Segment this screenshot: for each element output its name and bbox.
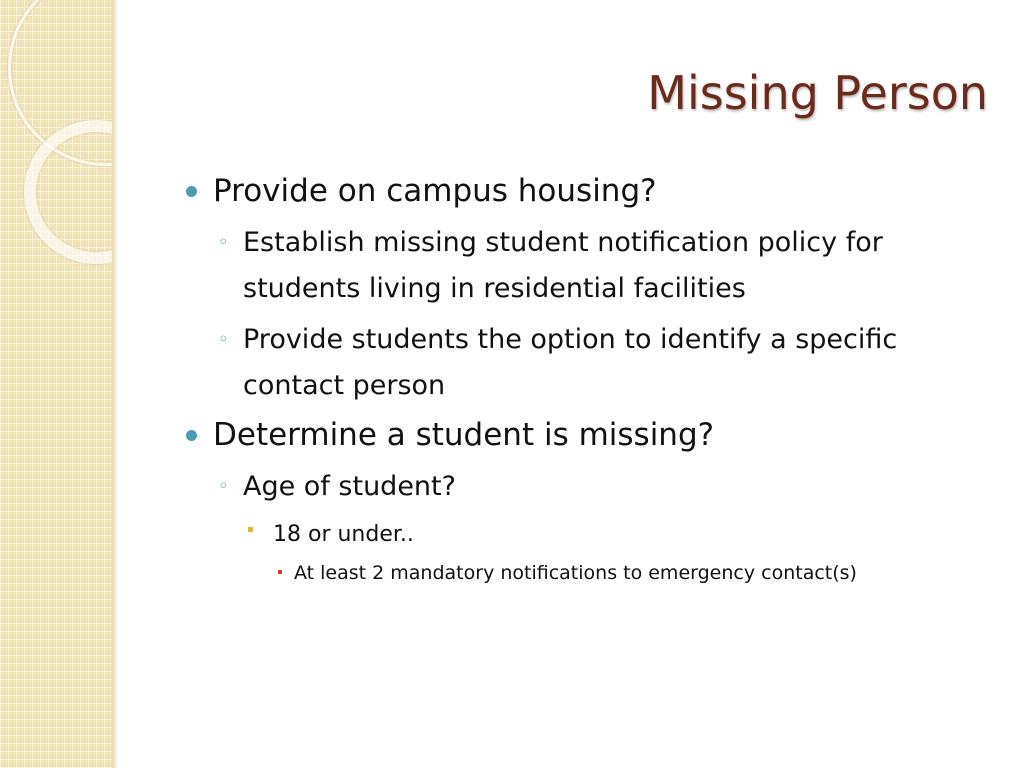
bullet-ring-icon: ◦ — [218, 476, 229, 497]
bullet-text: Provide on campus housing? — [213, 173, 657, 209]
bullet-square-icon — [278, 570, 282, 574]
level4-bullet-item — [278, 555, 986, 591]
decorative-ring — [24, 120, 112, 264]
sub-bullet-item — [216, 317, 986, 409]
bullet-dot-icon — [186, 186, 197, 197]
sub-bullet-text: Age of student? — [243, 471, 456, 502]
sub-bullet-text: Provide students the option to identify a specific contact person — [243, 324, 898, 401]
bullet-item — [186, 170, 986, 212]
level3-bullet-text: 18 or under.. — [273, 522, 414, 547]
bullet-ring-icon: ◦ — [218, 232, 229, 253]
level3-bullet-item — [246, 515, 986, 555]
bullet-square-icon — [248, 527, 253, 532]
level4-bullet-text: At least 2 mandatory notifications to emergency contact(s) — [294, 562, 857, 584]
bullet-ring-icon: ◦ — [218, 329, 229, 350]
slide-content — [186, 170, 986, 591]
sub-bullet-text: Establish missing student notification policy for students living in residential facilities — [243, 227, 883, 304]
sidebar-edge — [112, 0, 118, 768]
slide-title: Missing Person — [647, 66, 988, 120]
bullet-text: Determine a student is missing? — [213, 417, 715, 453]
decorative-sidebar — [0, 0, 112, 768]
sub-bullet-item — [216, 464, 986, 510]
sub-bullet-item — [216, 220, 986, 312]
bullet-item — [186, 414, 986, 456]
bullet-dot-icon — [186, 430, 197, 441]
